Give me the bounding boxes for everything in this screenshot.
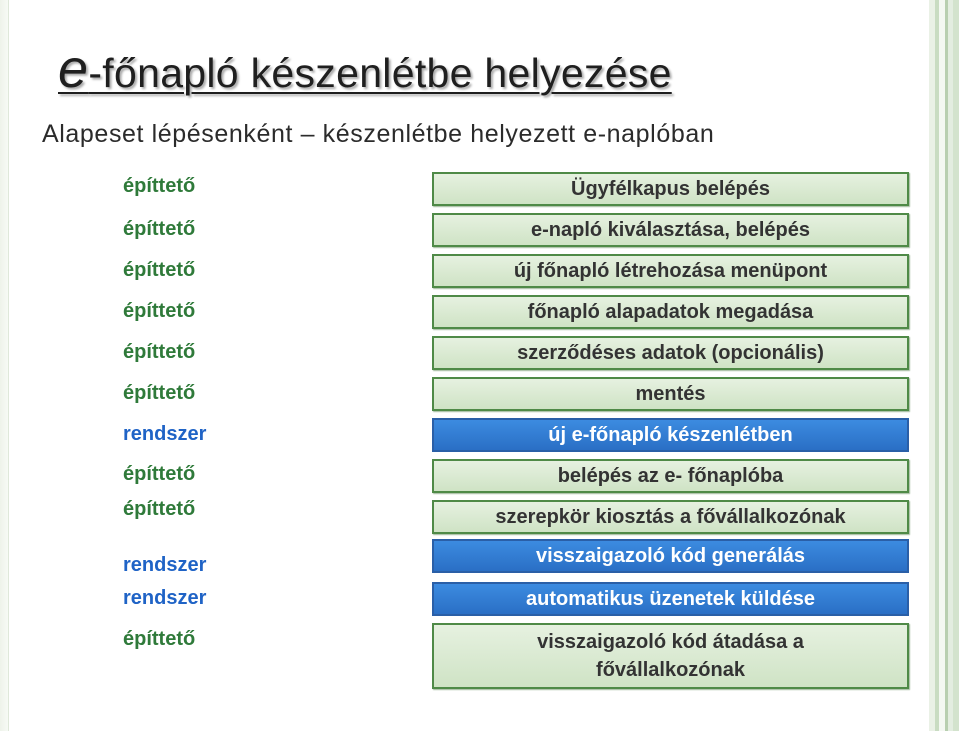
actor-label-12: építtető <box>123 628 196 650</box>
slide-subtitle: Alapeset lépésenként – készenlétbe helyezett e-naplóban <box>42 120 715 148</box>
step-box-5: szerződéses adatok (opcionális) <box>432 336 909 370</box>
actor-label-1: építtető <box>123 175 196 197</box>
step-box-10: visszaigazoló kód generálás <box>432 539 909 573</box>
actor-label-7: rendszer <box>123 423 207 445</box>
slide-title <box>58 38 672 100</box>
actor-label-3: építtető <box>123 259 196 281</box>
step-box-6: mentés <box>432 377 909 411</box>
slide-left-border <box>0 0 9 731</box>
step-box-4: főnapló alapadatok megadása <box>432 295 909 329</box>
step-box-1: Ügyfélkapus belépés <box>432 172 909 206</box>
step-box-2: e-napló kiválasztása, belépés <box>432 213 909 247</box>
actor-label-2: építtető <box>123 218 196 240</box>
slide-right-border <box>929 0 959 731</box>
actor-label-8: építtető <box>123 463 196 485</box>
step-box-8: belépés az e- főnaplóba <box>432 459 909 493</box>
actor-label-6: építtető <box>123 382 196 404</box>
actor-label-4: építtető <box>123 300 196 322</box>
step-box-11: automatikus üzenetek küldése <box>432 582 909 616</box>
actor-label-10: rendszer <box>123 554 207 576</box>
actor-label-9: építtető <box>123 498 196 520</box>
actor-label-11: rendszer <box>123 587 207 609</box>
step-box-12: visszaigazoló kód átadása a fővállalkozónak <box>432 623 909 689</box>
step-box-9: szerepkör kiosztás a fővállalkozónak <box>432 500 909 534</box>
title-text: -főnapló készenlétbe helyezése <box>88 50 672 96</box>
title-prefix: e <box>58 39 89 99</box>
step-box-3: új főnapló létrehozása menüpont <box>432 254 909 288</box>
step-box-7: új e-főnapló készenlétben <box>432 418 909 452</box>
actor-label-5: építtető <box>123 341 196 363</box>
